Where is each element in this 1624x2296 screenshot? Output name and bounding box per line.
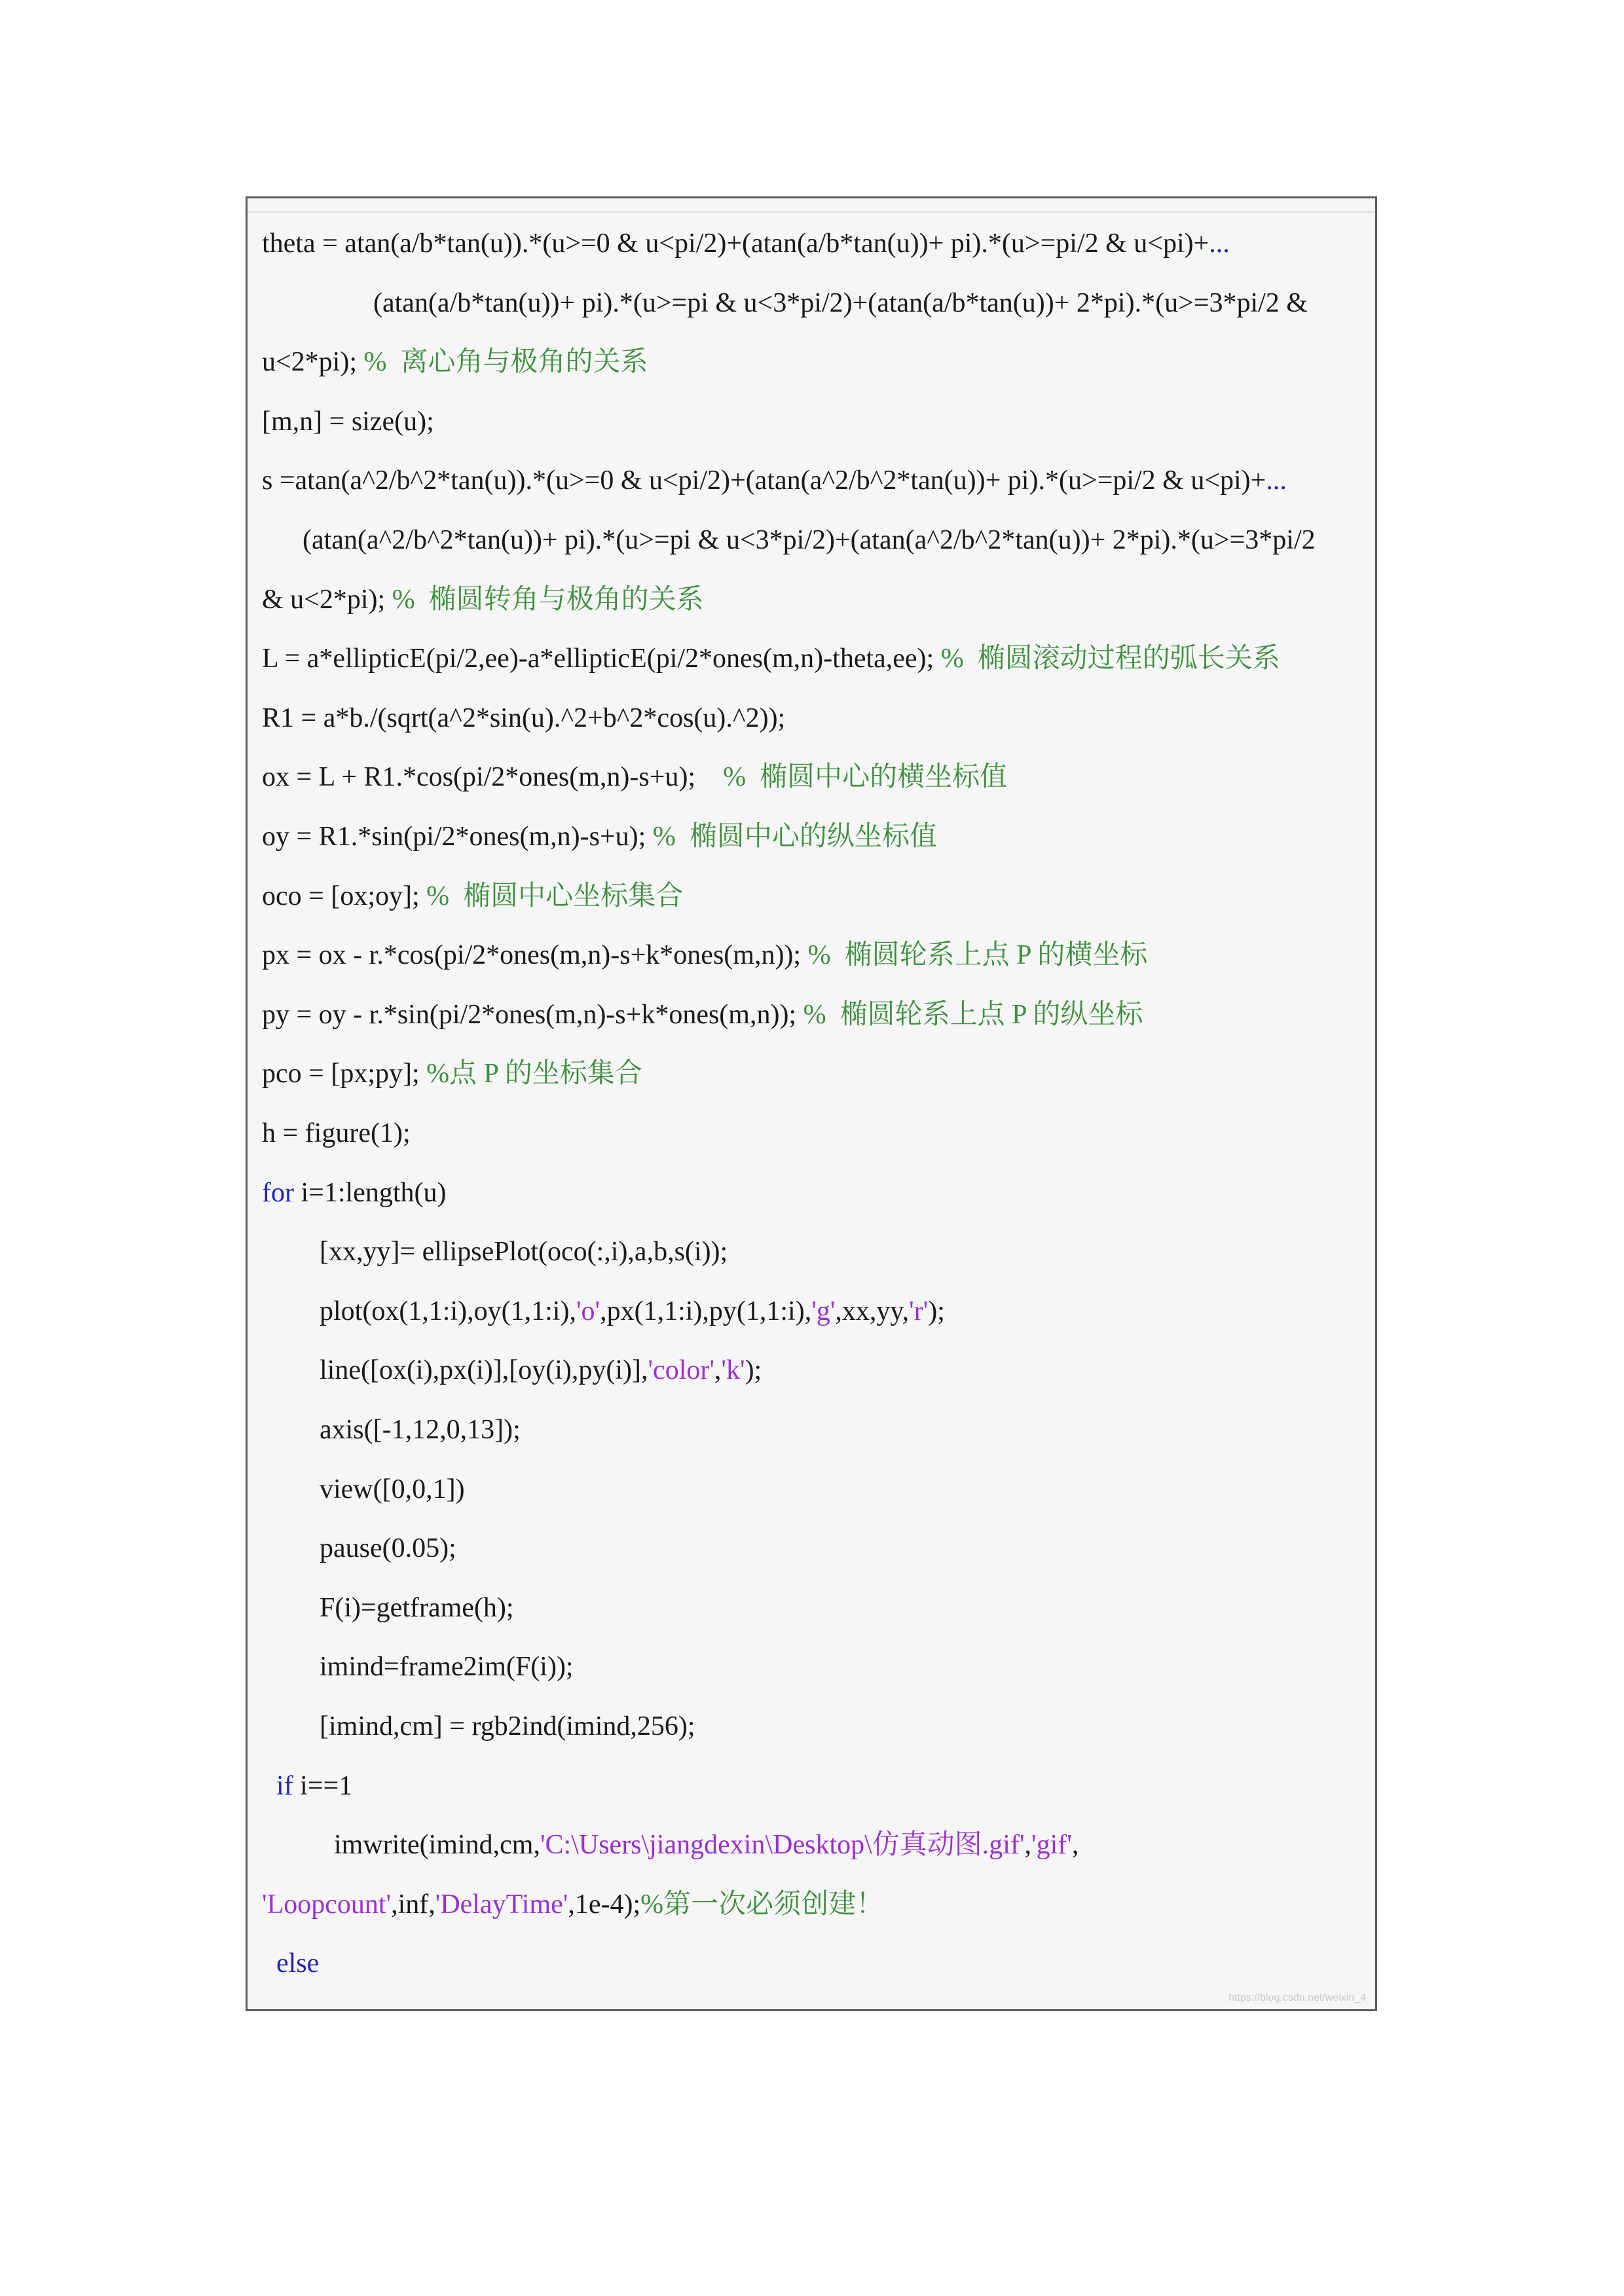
code-text: view([0,0,1]) [320, 1474, 465, 1504]
code-text: theta = atan(a/b*tan(u)).*(u>=0 & u<pi/2)+(atan(a/b*tan(u))+ pi).*(u>=pi/2 & u<pi)+ [262, 228, 1209, 259]
code-comment: %点 P 的坐标集合 [426, 1059, 642, 1089]
code-line [262, 583, 704, 616]
code-line [262, 820, 937, 853]
code-comment: % 椭圆滚动过程的弧长关系 [940, 644, 1280, 674]
code-text: axis([-1,12,0,13]); [320, 1415, 521, 1445]
code-text: [imind,cm] = rgb2ind(imind,256); [320, 1711, 695, 1741]
code-line [303, 524, 1316, 556]
code-comment: % 椭圆轮系上点 P 的横坐标 [807, 940, 1148, 971]
code-line [262, 227, 1230, 260]
code-string: 'color' [648, 1355, 714, 1386]
code-keyword: if [276, 1770, 293, 1801]
code-string: 'o' [576, 1296, 600, 1326]
code-string: 'gif' [1031, 1830, 1072, 1861]
code-text: i==1 [293, 1770, 353, 1801]
code-line [262, 405, 434, 438]
code-text: ); [745, 1355, 762, 1386]
code-line [334, 1829, 1079, 1861]
code-text: imind=frame2im(F(i)); [320, 1652, 574, 1683]
code-line [320, 1532, 456, 1565]
code-text: , [714, 1355, 722, 1386]
code-comment: % 椭圆转角与极角的关系 [392, 584, 704, 615]
code-line [262, 346, 648, 378]
code-text: line([ox(i),px(i)],[oy(i),py(i)], [320, 1355, 648, 1386]
code-text: pause(0.05); [320, 1533, 456, 1564]
code-listing-box [246, 196, 1377, 2011]
code-text: i=1:length(u) [293, 1177, 447, 1208]
code-text: py = oy - r.*sin(pi/2*ones(m,n)-s+k*ones(m,n)); [262, 999, 803, 1030]
code-text: L = a*ellipticE(pi/2,ee)-a*ellipticE(pi/2*ones(m,n)-theta,ee); [262, 644, 941, 674]
code-comment: % 椭圆轮系上点 P 的纵坐标 [803, 999, 1143, 1030]
code-line [320, 1235, 728, 1268]
code-line [276, 1770, 352, 1802]
code-line [262, 880, 683, 913]
code-text: [m,n] = size(u); [262, 406, 434, 437]
code-text: u<2*pi); [262, 347, 364, 378]
code-text: R1 = a*b./(sqrt(a^2*sin(u).^2+b^2*cos(u).^2)); [262, 702, 786, 733]
code-comment: %第一次必须创建！ [640, 1889, 884, 1920]
code-text: oy = R1.*sin(pi/2*ones(m,n)-s+u); [262, 822, 653, 852]
code-comment: % 椭圆中心坐标集合 [426, 881, 684, 911]
code-text: F(i)=getframe(h); [320, 1592, 514, 1623]
code-line [320, 1592, 514, 1624]
code-keyword: for [262, 1177, 294, 1208]
code-line [320, 1413, 521, 1446]
code-string: 'k' [721, 1355, 745, 1386]
code-string: 'DelayTime' [435, 1889, 568, 1920]
watermark: https://blog.csdn.net/weixin_4 [1228, 1992, 1366, 2003]
code-line [262, 464, 1287, 497]
code-line [320, 1473, 465, 1506]
code-line [276, 1947, 319, 1980]
code-string: 'C:\Users\jiangdexin\Desktop\仿真动图.gif' [540, 1830, 1025, 1861]
code-line [320, 1295, 945, 1328]
code-comment: % 椭圆中心的横坐标值 [723, 762, 1008, 793]
code-line [262, 1057, 642, 1090]
code-text: oco = [ox;oy]; [262, 881, 427, 911]
code-line [262, 1117, 411, 1150]
code-text: , [1071, 1830, 1079, 1861]
code-text: [xx,yy]= ellipsePlot(oco(:,i),a,b,s(i)); [320, 1237, 728, 1267]
code-string: 'Loopcount' [262, 1889, 392, 1920]
code-line [320, 1354, 762, 1387]
code-comment: % 椭圆中心的纵坐标值 [652, 822, 937, 852]
code-line [320, 1710, 695, 1743]
code-text: ,inf, [391, 1889, 435, 1920]
code-text: & u<2*pi); [262, 584, 392, 615]
code-string: 'r' [909, 1296, 929, 1326]
code-string: 'g' [811, 1296, 836, 1326]
code-line [262, 1176, 446, 1209]
code-line [373, 287, 1308, 319]
code-line [262, 642, 1280, 675]
code-text: ); [928, 1296, 945, 1326]
code-line [262, 761, 1007, 793]
code-line [262, 939, 1147, 972]
code-keyword: else [276, 1948, 320, 1979]
code-line [262, 702, 785, 735]
line-continuation: ... [1266, 465, 1287, 496]
top-divider [248, 211, 1375, 213]
code-text: imwrite(imind,cm, [334, 1830, 540, 1861]
code-text: ,px(1,1:i),py(1,1:i), [600, 1296, 812, 1326]
code-text: ,1e-4); [568, 1889, 641, 1920]
code-text: s =atan(a^2/b^2*tan(u)).*(u>=0 & u<pi/2)+(atan(a^2/b^2*tan(u))+ pi).*(u>=pi/2 & u<pi)+ [262, 465, 1266, 496]
code-text: pco = [px;py]; [262, 1059, 427, 1089]
code-text: ,xx,yy, [835, 1296, 910, 1326]
line-continuation: ... [1209, 228, 1230, 259]
code-text: (atan(a^2/b^2*tan(u))+ pi).*(u>=pi & u<3*pi/2)+(atan(a^2/b^2*tan(u))+ 2*pi).*(u>=3*pi/2 [303, 525, 1316, 555]
code-text: plot(ox(1,1:i),oy(1,1:i), [320, 1296, 576, 1326]
code-text: (atan(a/b*tan(u))+ pi).*(u>=pi & u<3*pi/2)+(atan(a/b*tan(u))+ 2*pi).*(u>=3*pi/2 & [373, 287, 1308, 318]
code-text: px = ox - r.*cos(pi/2*ones(m,n)-s+k*ones(m,n)); [262, 940, 808, 971]
code-line [262, 1888, 883, 1921]
code-comment: % 离心角与极角的关系 [363, 347, 648, 378]
code-text: ox = L + R1.*cos(pi/2*ones(m,n)-s+u); [262, 762, 724, 793]
code-text: h = figure(1); [262, 1118, 411, 1148]
code-line [320, 1650, 574, 1683]
code-text: , [1024, 1830, 1032, 1861]
code-line [262, 998, 1143, 1031]
